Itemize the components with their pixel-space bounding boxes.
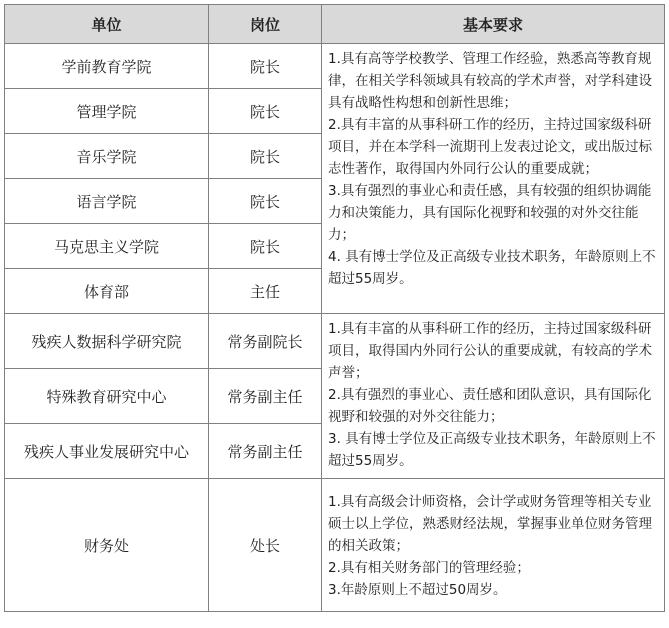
requirement-item: 3. 具有博士学位及正高级专业技术职务，年龄原则上不超过55周岁。 — [328, 431, 656, 469]
post-cell: 常务副主任 — [209, 369, 322, 424]
unit-cell: 学前教育学院 — [5, 44, 209, 89]
requirement-item: 2.具有丰富的从事科研工作的经历，主持过国家级科研项目，并在本学科一流期刊上发表过论文，或出版过标志性著作，取得国内外同行公认的重要成就； — [328, 117, 652, 177]
recruitment-requirements-table — [4, 4, 665, 612]
table-header-row — [5, 5, 665, 44]
requirement-item: 3.年龄原则上不超过50周岁。 — [328, 582, 507, 598]
unit-cell: 音乐学院 — [5, 134, 209, 179]
unit-cell: 马克思主义学院 — [5, 224, 209, 269]
post-cell: 院长 — [209, 44, 322, 89]
requirement-item: 3.具有强烈的事业心和责任感，具有较强的组织协调能力和决策能力，具有国际化视野和较强的对外交往能力； — [328, 183, 652, 243]
post-cell: 院长 — [209, 179, 322, 224]
post-cell: 院长 — [209, 134, 322, 179]
unit-cell: 残疾人事业发展研究中心 — [5, 424, 209, 479]
post-cell: 处长 — [209, 479, 322, 612]
table-row — [5, 314, 665, 369]
post-cell: 常务副院长 — [209, 314, 322, 369]
post-cell: 主任 — [209, 269, 322, 314]
post-cell: 院长 — [209, 89, 322, 134]
unit-cell: 残疾人数据科学研究院 — [5, 314, 209, 369]
requirement-item: 2.具有强烈的事业心、责任感和团队意识，具有国际化视野和较强的对外交往能力； — [328, 387, 652, 425]
unit-cell: 管理学院 — [5, 89, 209, 134]
requirement-item: 1.具有丰富的从事科研工作的经历，主持过国家级科研项目，取得国内外同行公认的重要成就，有较高的学术声誉； — [328, 321, 652, 381]
table-row — [5, 479, 665, 612]
table-row — [5, 44, 665, 89]
requirement-item: 2.具有相关财务部门的管理经验； — [328, 560, 530, 576]
unit-cell: 特殊教育研究中心 — [5, 369, 209, 424]
post-cell: 院长 — [209, 224, 322, 269]
requirements-cell — [322, 479, 665, 612]
post-cell: 常务副主任 — [209, 424, 322, 479]
unit-cell: 体育部 — [5, 269, 209, 314]
requirement-item: 1.具有高级会计师资格，会计学或财务管理等相关专业硕士以上学位，熟悉财经法规，掌握事业单位财务管理的相关政策； — [328, 494, 652, 554]
unit-cell: 财务处 — [5, 479, 209, 612]
header-post: 岗位 — [209, 5, 322, 44]
requirements-cell — [322, 44, 665, 314]
requirement-item: 1.具有高等学校教学、管理工作经验，熟悉高等教育规律，在相关学科领域具有较高的学术声誉，对学科建设具有战略性构想和创新性思维； — [328, 51, 652, 111]
header-unit: 单位 — [5, 5, 209, 44]
unit-cell: 语言学院 — [5, 179, 209, 224]
requirements-cell — [322, 314, 665, 479]
header-requirements: 基本要求 — [322, 5, 665, 44]
requirement-item: 4. 具有博士学位及正高级专业技术职务，年龄原则上不超过55周岁。 — [328, 249, 656, 287]
